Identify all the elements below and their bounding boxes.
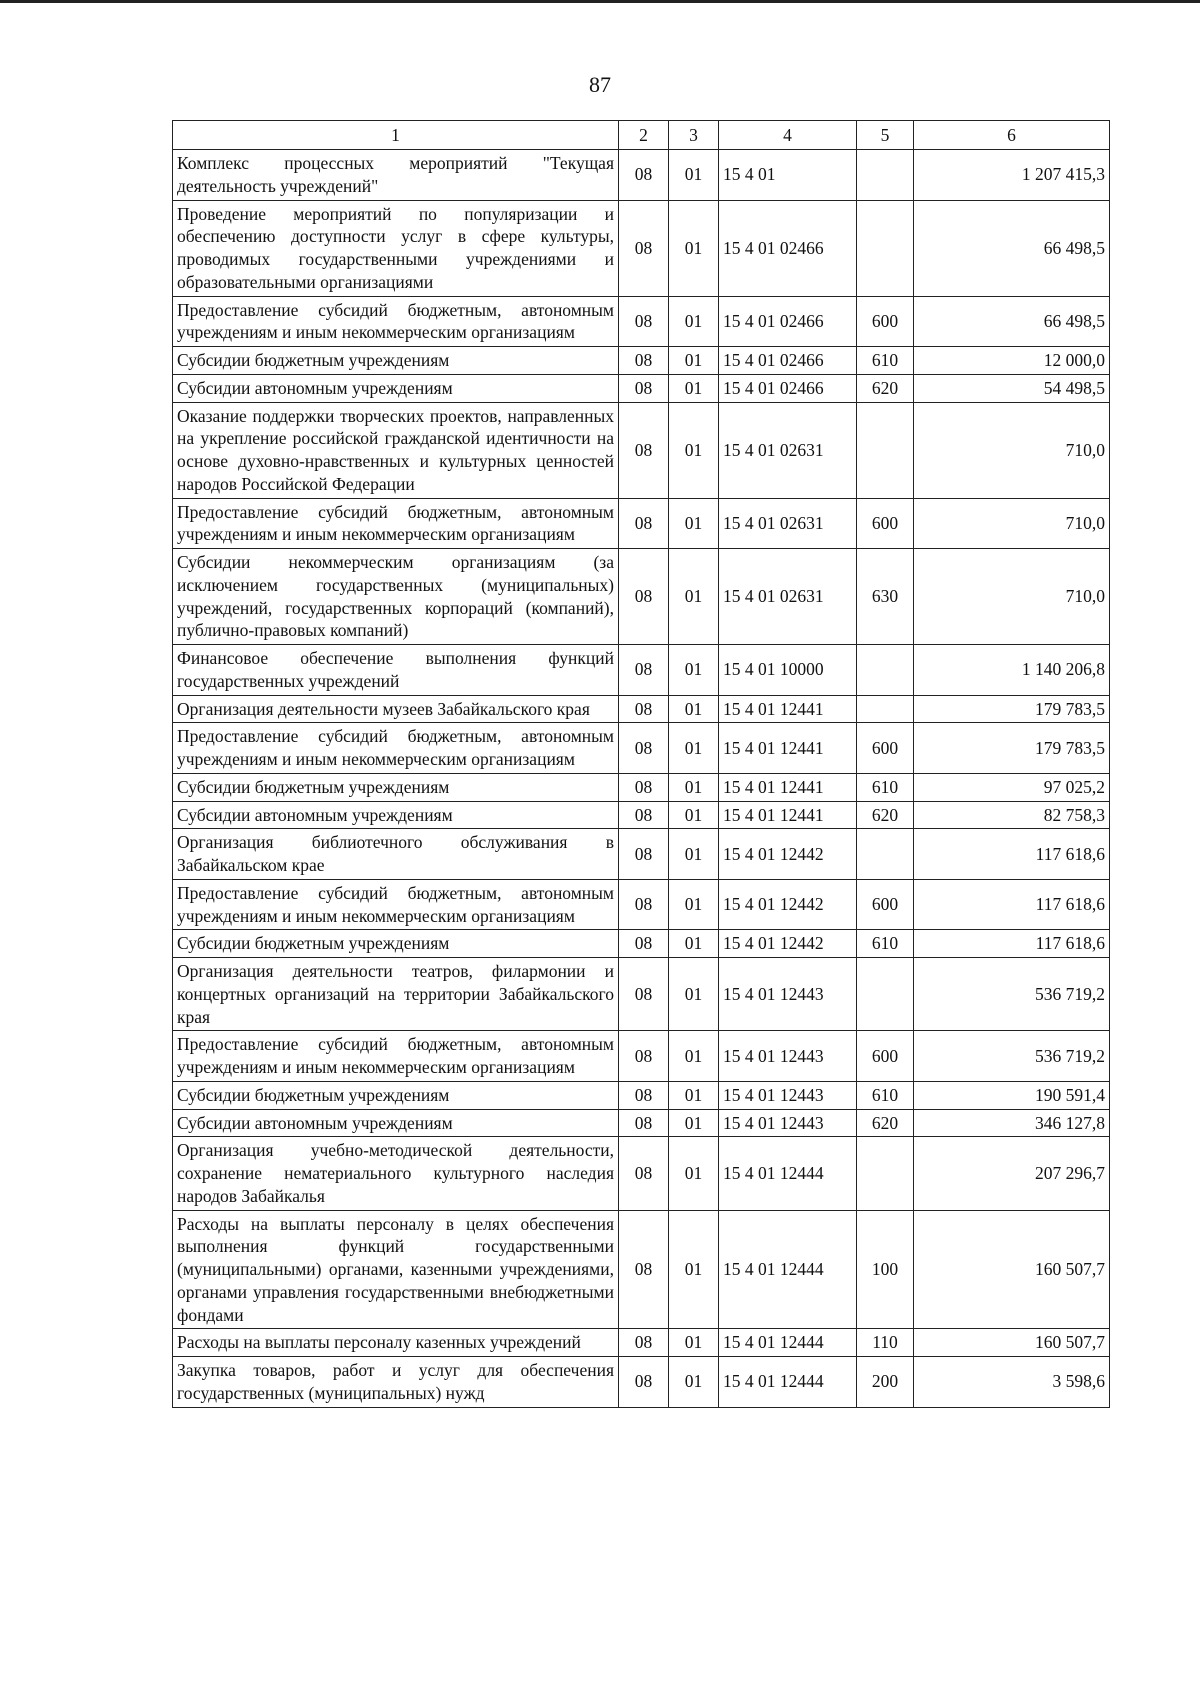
row-name-cell: Субсидии бюджетным учреждениям bbox=[173, 930, 619, 958]
row-expense-type-cell: 110 bbox=[857, 1329, 914, 1357]
row-expense-type-cell: 600 bbox=[857, 498, 914, 549]
row-amount-cell: 66 498,5 bbox=[914, 296, 1110, 347]
row-target-article-cell: 15 4 01 02466 bbox=[719, 200, 857, 296]
row-subsection-cell: 01 bbox=[669, 645, 719, 696]
row-section-cell: 08 bbox=[619, 930, 669, 958]
row-amount-cell: 3 598,6 bbox=[914, 1357, 1110, 1408]
row-amount-cell: 82 758,3 bbox=[914, 801, 1110, 829]
table-row bbox=[173, 773, 1110, 801]
row-subsection-cell: 01 bbox=[669, 200, 719, 296]
row-section-cell: 08 bbox=[619, 549, 669, 645]
row-target-article-cell: 15 4 01 bbox=[719, 150, 857, 201]
row-expense-type-cell: 610 bbox=[857, 1081, 914, 1109]
row-expense-type-cell: 200 bbox=[857, 1357, 914, 1408]
row-subsection-cell: 01 bbox=[669, 1031, 719, 1082]
row-expense-type-cell bbox=[857, 695, 914, 723]
header-col-4: 4 bbox=[719, 121, 857, 150]
row-amount-cell: 160 507,7 bbox=[914, 1210, 1110, 1329]
row-subsection-cell: 01 bbox=[669, 773, 719, 801]
row-name-cell: Субсидии автономным учреждениям bbox=[173, 1109, 619, 1137]
row-section-cell: 08 bbox=[619, 1137, 669, 1210]
row-subsection-cell: 01 bbox=[669, 549, 719, 645]
row-target-article-cell: 15 4 01 12441 bbox=[719, 723, 857, 774]
row-subsection-cell: 01 bbox=[669, 150, 719, 201]
row-target-article-cell: 15 4 01 10000 bbox=[719, 645, 857, 696]
header-col-5: 5 bbox=[857, 121, 914, 150]
row-expense-type-cell bbox=[857, 1137, 914, 1210]
row-amount-cell: 536 719,2 bbox=[914, 1031, 1110, 1082]
row-subsection-cell: 01 bbox=[669, 829, 719, 880]
row-name-cell: Субсидии автономным учреждениям bbox=[173, 374, 619, 402]
table-row bbox=[173, 1109, 1110, 1137]
row-amount-cell: 179 783,5 bbox=[914, 723, 1110, 774]
row-section-cell: 08 bbox=[619, 773, 669, 801]
row-name-cell: Субсидии некоммерческим организациям (за исключением государственных (муниципальных) учреждений, государственных корпораций (компаний), публично-правовых компаний) bbox=[173, 549, 619, 645]
row-amount-cell: 97 025,2 bbox=[914, 773, 1110, 801]
row-section-cell: 08 bbox=[619, 801, 669, 829]
row-expense-type-cell: 600 bbox=[857, 1031, 914, 1082]
row-expense-type-cell: 610 bbox=[857, 347, 914, 375]
row-expense-type-cell bbox=[857, 200, 914, 296]
row-section-cell: 08 bbox=[619, 1081, 669, 1109]
row-name-cell: Оказание поддержки творческих проектов, направленных на укрепление российской гражданской идентичности на основе духовно-нравственных и культурных ценностей народов Российской Федерации bbox=[173, 402, 619, 498]
row-subsection-cell: 01 bbox=[669, 879, 719, 930]
row-subsection-cell: 01 bbox=[669, 1109, 719, 1137]
row-section-cell: 08 bbox=[619, 200, 669, 296]
row-target-article-cell: 15 4 01 12441 bbox=[719, 695, 857, 723]
row-amount-cell: 117 618,6 bbox=[914, 930, 1110, 958]
row-amount-cell: 117 618,6 bbox=[914, 829, 1110, 880]
row-expense-type-cell: 630 bbox=[857, 549, 914, 645]
row-target-article-cell: 15 4 01 12444 bbox=[719, 1137, 857, 1210]
table-row bbox=[173, 1031, 1110, 1082]
row-target-article-cell: 15 4 01 12441 bbox=[719, 773, 857, 801]
row-section-cell: 08 bbox=[619, 150, 669, 201]
row-target-article-cell: 15 4 01 12443 bbox=[719, 1031, 857, 1082]
row-amount-cell: 536 719,2 bbox=[914, 958, 1110, 1031]
table-row bbox=[173, 498, 1110, 549]
row-amount-cell: 1 140 206,8 bbox=[914, 645, 1110, 696]
row-subsection-cell: 01 bbox=[669, 402, 719, 498]
table-row bbox=[173, 1210, 1110, 1329]
row-expense-type-cell: 620 bbox=[857, 801, 914, 829]
row-name-cell: Предоставление субсидий бюджетным, автономным учреждениям и иным некоммерческим организациям bbox=[173, 723, 619, 774]
row-expense-type-cell: 610 bbox=[857, 773, 914, 801]
table-row bbox=[173, 958, 1110, 1031]
row-subsection-cell: 01 bbox=[669, 958, 719, 1031]
row-section-cell: 08 bbox=[619, 879, 669, 930]
header-col-3: 3 bbox=[669, 121, 719, 150]
table-row bbox=[173, 723, 1110, 774]
row-name-cell: Организация библиотечного обслуживания в Забайкальском крае bbox=[173, 829, 619, 880]
table-row bbox=[173, 879, 1110, 930]
row-name-cell: Организация деятельности музеев Забайкальского края bbox=[173, 695, 619, 723]
row-name-cell: Комплекс процессных мероприятий "Текущая деятельность учреждений" bbox=[173, 150, 619, 201]
row-name-cell: Субсидии автономным учреждениям bbox=[173, 801, 619, 829]
row-target-article-cell: 15 4 01 02466 bbox=[719, 347, 857, 375]
row-name-cell: Субсидии бюджетным учреждениям bbox=[173, 1081, 619, 1109]
row-section-cell: 08 bbox=[619, 958, 669, 1031]
row-section-cell: 08 bbox=[619, 296, 669, 347]
table-row bbox=[173, 645, 1110, 696]
row-name-cell: Предоставление субсидий бюджетным, автономным учреждениям и иным некоммерческим организациям bbox=[173, 879, 619, 930]
row-subsection-cell: 01 bbox=[669, 1081, 719, 1109]
row-target-article-cell: 15 4 01 02631 bbox=[719, 402, 857, 498]
row-name-cell: Субсидии бюджетным учреждениям bbox=[173, 347, 619, 375]
header-col-2: 2 bbox=[619, 121, 669, 150]
page-number: 87 bbox=[589, 72, 611, 97]
row-target-article-cell: 15 4 01 12444 bbox=[719, 1210, 857, 1329]
top-border-line bbox=[0, 0, 1200, 3]
header-row bbox=[173, 121, 1110, 150]
row-amount-cell: 117 618,6 bbox=[914, 879, 1110, 930]
row-subsection-cell: 01 bbox=[669, 296, 719, 347]
row-subsection-cell: 01 bbox=[669, 801, 719, 829]
row-subsection-cell: 01 bbox=[669, 1210, 719, 1329]
row-target-article-cell: 15 4 01 02631 bbox=[719, 549, 857, 645]
row-amount-cell: 710,0 bbox=[914, 549, 1110, 645]
row-expense-type-cell bbox=[857, 829, 914, 880]
row-amount-cell: 54 498,5 bbox=[914, 374, 1110, 402]
row-name-cell: Закупка товаров, работ и услуг для обеспечения государственных (муниципальных) нужд bbox=[173, 1357, 619, 1408]
row-target-article-cell: 15 4 01 12443 bbox=[719, 1109, 857, 1137]
table-row bbox=[173, 829, 1110, 880]
row-target-article-cell: 15 4 01 12444 bbox=[719, 1329, 857, 1357]
row-section-cell: 08 bbox=[619, 829, 669, 880]
row-name-cell: Организация учебно-методической деятельности, сохранение нематериального культурного наследия народов Забайкалья bbox=[173, 1137, 619, 1210]
row-amount-cell: 207 296,7 bbox=[914, 1137, 1110, 1210]
table-row bbox=[173, 1329, 1110, 1357]
row-section-cell: 08 bbox=[619, 1329, 669, 1357]
table-row bbox=[173, 1137, 1110, 1210]
row-name-cell: Предоставление субсидий бюджетным, автономным учреждениям и иным некоммерческим организациям bbox=[173, 1031, 619, 1082]
row-subsection-cell: 01 bbox=[669, 723, 719, 774]
row-expense-type-cell: 600 bbox=[857, 879, 914, 930]
row-amount-cell: 190 591,4 bbox=[914, 1081, 1110, 1109]
row-name-cell: Предоставление субсидий бюджетным, автономным учреждениям и иным некоммерческим организациям bbox=[173, 296, 619, 347]
row-section-cell: 08 bbox=[619, 1357, 669, 1408]
table-row bbox=[173, 1357, 1110, 1408]
row-amount-cell: 160 507,7 bbox=[914, 1329, 1110, 1357]
header-col-6: 6 bbox=[914, 121, 1110, 150]
table-row bbox=[173, 374, 1110, 402]
row-expense-type-cell: 620 bbox=[857, 1109, 914, 1137]
row-section-cell: 08 bbox=[619, 374, 669, 402]
row-name-cell: Организация деятельности театров, филармонии и концертных организаций на территории Забайкальского края bbox=[173, 958, 619, 1031]
row-target-article-cell: 15 4 01 02466 bbox=[719, 296, 857, 347]
row-expense-type-cell: 600 bbox=[857, 723, 914, 774]
row-name-cell: Субсидии бюджетным учреждениям bbox=[173, 773, 619, 801]
row-target-article-cell: 15 4 01 12441 bbox=[719, 801, 857, 829]
row-section-cell: 08 bbox=[619, 695, 669, 723]
row-target-article-cell: 15 4 01 12443 bbox=[719, 1081, 857, 1109]
table-row bbox=[173, 1081, 1110, 1109]
table-row bbox=[173, 695, 1110, 723]
table-body bbox=[173, 150, 1110, 1408]
row-expense-type-cell bbox=[857, 645, 914, 696]
row-target-article-cell: 15 4 01 12442 bbox=[719, 879, 857, 930]
row-expense-type-cell bbox=[857, 150, 914, 201]
row-target-article-cell: 15 4 01 12444 bbox=[719, 1357, 857, 1408]
row-section-cell: 08 bbox=[619, 1210, 669, 1329]
row-section-cell: 08 bbox=[619, 1109, 669, 1137]
row-subsection-cell: 01 bbox=[669, 374, 719, 402]
table-row bbox=[173, 296, 1110, 347]
row-name-cell: Расходы на выплаты персоналу казенных учреждений bbox=[173, 1329, 619, 1357]
row-amount-cell: 1 207 415,3 bbox=[914, 150, 1110, 201]
table-row bbox=[173, 801, 1110, 829]
budget-table bbox=[172, 120, 1110, 1408]
row-amount-cell: 66 498,5 bbox=[914, 200, 1110, 296]
row-amount-cell: 346 127,8 bbox=[914, 1109, 1110, 1137]
row-subsection-cell: 01 bbox=[669, 695, 719, 723]
row-subsection-cell: 01 bbox=[669, 498, 719, 549]
row-target-article-cell: 15 4 01 12442 bbox=[719, 829, 857, 880]
row-section-cell: 08 bbox=[619, 498, 669, 549]
row-subsection-cell: 01 bbox=[669, 1329, 719, 1357]
table-row bbox=[173, 549, 1110, 645]
row-expense-type-cell: 600 bbox=[857, 296, 914, 347]
row-amount-cell: 12 000,0 bbox=[914, 347, 1110, 375]
row-expense-type-cell: 100 bbox=[857, 1210, 914, 1329]
row-section-cell: 08 bbox=[619, 723, 669, 774]
table-row bbox=[173, 200, 1110, 296]
row-expense-type-cell: 610 bbox=[857, 930, 914, 958]
row-name-cell: Расходы на выплаты персоналу в целях обеспечения выполнения функций государственными (муниципальными) органами, казенными учреждениями, органами управления государственными внебюджетными фондами bbox=[173, 1210, 619, 1329]
row-section-cell: 08 bbox=[619, 1031, 669, 1082]
row-name-cell: Предоставление субсидий бюджетным, автономным учреждениям и иным некоммерческим организациям bbox=[173, 498, 619, 549]
row-section-cell: 08 bbox=[619, 347, 669, 375]
table-row bbox=[173, 150, 1110, 201]
table-row bbox=[173, 347, 1110, 375]
row-target-article-cell: 15 4 01 02631 bbox=[719, 498, 857, 549]
table-row bbox=[173, 402, 1110, 498]
row-amount-cell: 179 783,5 bbox=[914, 695, 1110, 723]
row-amount-cell: 710,0 bbox=[914, 402, 1110, 498]
row-subsection-cell: 01 bbox=[669, 1357, 719, 1408]
row-subsection-cell: 01 bbox=[669, 1137, 719, 1210]
row-target-article-cell: 15 4 01 12442 bbox=[719, 930, 857, 958]
row-amount-cell: 710,0 bbox=[914, 498, 1110, 549]
row-expense-type-cell bbox=[857, 402, 914, 498]
row-expense-type-cell bbox=[857, 958, 914, 1031]
header-col-1: 1 bbox=[173, 121, 619, 150]
table-row bbox=[173, 930, 1110, 958]
row-target-article-cell: 15 4 01 02466 bbox=[719, 374, 857, 402]
row-name-cell: Проведение мероприятий по популяризации и обеспечению доступности услуг в сфере культуры, проводимых государственными учреждениями и образовательными организациями bbox=[173, 200, 619, 296]
row-subsection-cell: 01 bbox=[669, 930, 719, 958]
row-subsection-cell: 01 bbox=[669, 347, 719, 375]
table-header bbox=[173, 121, 1110, 150]
row-name-cell: Финансовое обеспечение выполнения функций государственных учреждений bbox=[173, 645, 619, 696]
row-section-cell: 08 bbox=[619, 402, 669, 498]
row-target-article-cell: 15 4 01 12443 bbox=[719, 958, 857, 1031]
row-expense-type-cell: 620 bbox=[857, 374, 914, 402]
row-section-cell: 08 bbox=[619, 645, 669, 696]
